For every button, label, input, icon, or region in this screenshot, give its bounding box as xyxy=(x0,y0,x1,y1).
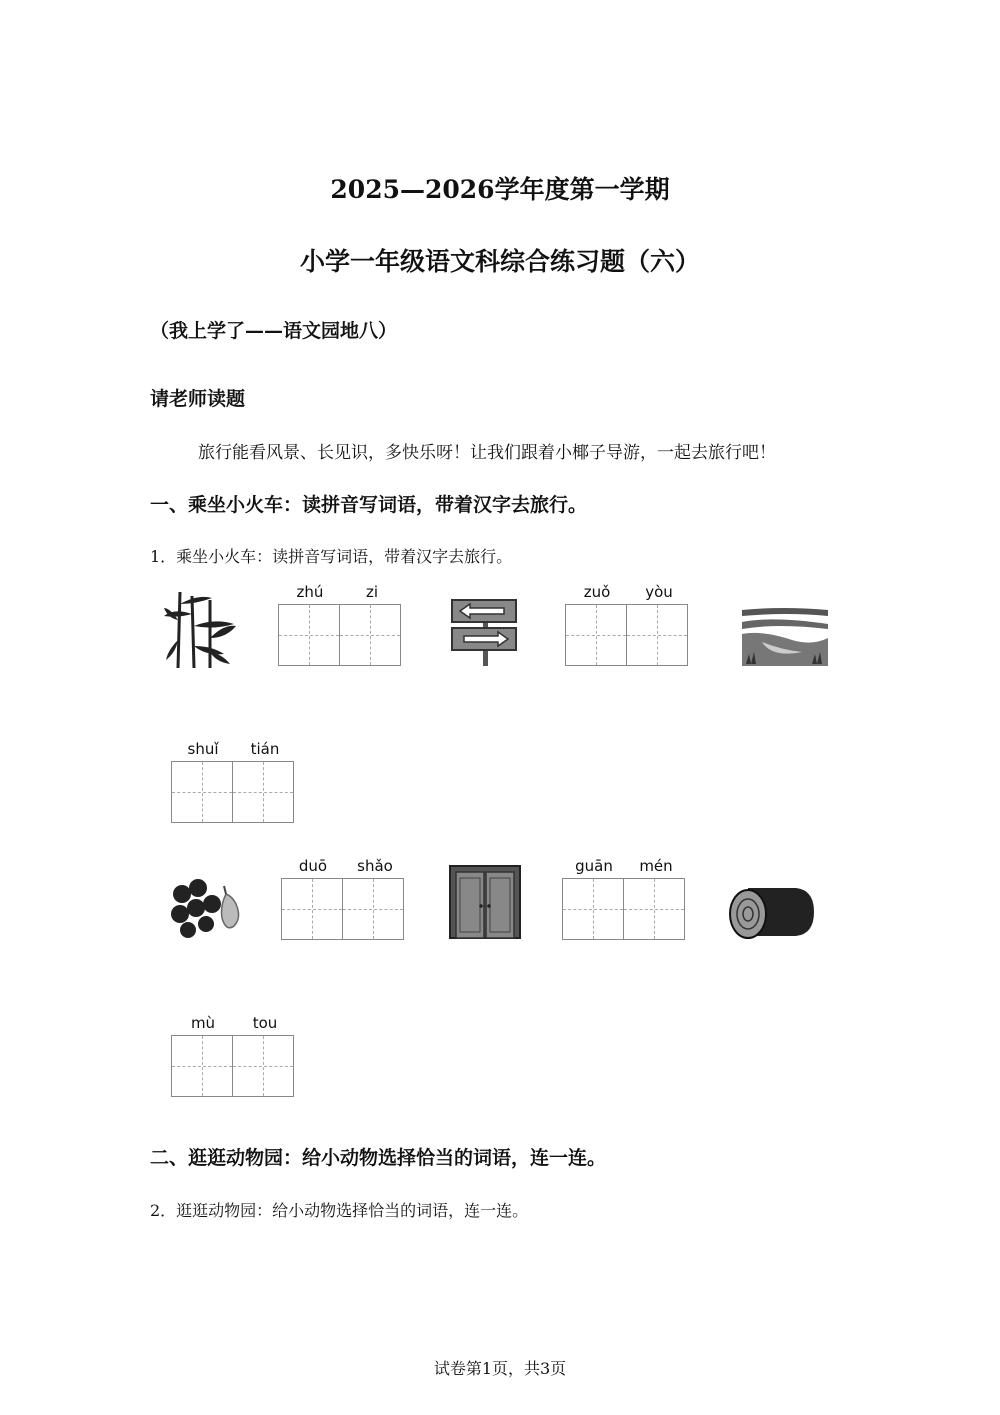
question2-text: 2．逛逛动物园：给小动物选择恰当的词语，连一连。 xyxy=(150,1201,529,1220)
intro-text: 旅行能看风景、长见识，多快乐呀！让我们跟着小椰子导游，一起去旅行吧！ xyxy=(198,443,776,463)
pinyin-mu: mù xyxy=(190,1014,216,1032)
fruits-icon xyxy=(168,872,240,940)
pinyin-shui: shuǐ xyxy=(187,740,219,758)
writing-grid-zhuzi[interactable] xyxy=(278,604,401,666)
writing-grid-zuoyou[interactable] xyxy=(565,604,688,666)
pinyin-zi: zi xyxy=(365,583,379,601)
bamboo-icon xyxy=(164,590,238,668)
section1-heading: 一、乘坐小火车：读拼音写词语，带着汉字去旅行。 xyxy=(150,494,588,516)
writing-cell[interactable] xyxy=(233,761,294,823)
exam-title-line1: 2025—2026学年度第一学期 xyxy=(330,175,670,204)
writing-grid-guanmen[interactable] xyxy=(562,878,685,940)
paddy-field-icon xyxy=(742,602,828,666)
writing-cell[interactable] xyxy=(562,878,624,940)
teacher-note: 请老师读题 xyxy=(150,388,246,410)
writing-grid-shuitian[interactable] xyxy=(171,761,294,823)
section2-heading: 二、逛逛动物园：给小动物选择恰当的词语，连一连。 xyxy=(150,1147,607,1169)
pinyin-shao: shǎo xyxy=(357,857,393,875)
log-icon xyxy=(726,880,816,942)
writing-cell[interactable] xyxy=(343,878,404,940)
writing-cell[interactable] xyxy=(627,604,688,666)
writing-cell[interactable] xyxy=(565,604,627,666)
pinyin-tian: tián xyxy=(250,740,280,758)
door-icon xyxy=(448,864,522,940)
writing-grid-mutou[interactable] xyxy=(171,1035,294,1097)
question1-text: 1．乘坐小火车：读拼音写词语，带着汉字去旅行。 xyxy=(150,547,513,566)
direction-sign-icon xyxy=(448,596,522,668)
writing-cell[interactable] xyxy=(281,878,343,940)
pinyin-you: yòu xyxy=(645,583,673,601)
pinyin-duo: duō xyxy=(298,857,328,875)
writing-cell[interactable] xyxy=(340,604,401,666)
pinyin-zuo: zuǒ xyxy=(583,583,611,601)
pinyin-men: mén xyxy=(639,857,673,875)
pinyin-guan: guān xyxy=(575,857,613,875)
writing-cell[interactable] xyxy=(171,761,233,823)
writing-cell[interactable] xyxy=(624,878,685,940)
page-footer: 试卷第1页，共3页 xyxy=(433,1359,567,1378)
writing-grid-duoshao[interactable] xyxy=(281,878,404,940)
pinyin-tou: tou xyxy=(252,1014,278,1032)
pinyin-zhu: zhú xyxy=(296,583,324,601)
writing-cell[interactable] xyxy=(233,1035,294,1097)
writing-cell[interactable] xyxy=(278,604,340,666)
exam-title-line2: 小学一年级语文科综合练习题（六） xyxy=(299,247,700,276)
exam-subtitle: （我上学了——语文园地八） xyxy=(150,320,398,342)
writing-cell[interactable] xyxy=(171,1035,233,1097)
